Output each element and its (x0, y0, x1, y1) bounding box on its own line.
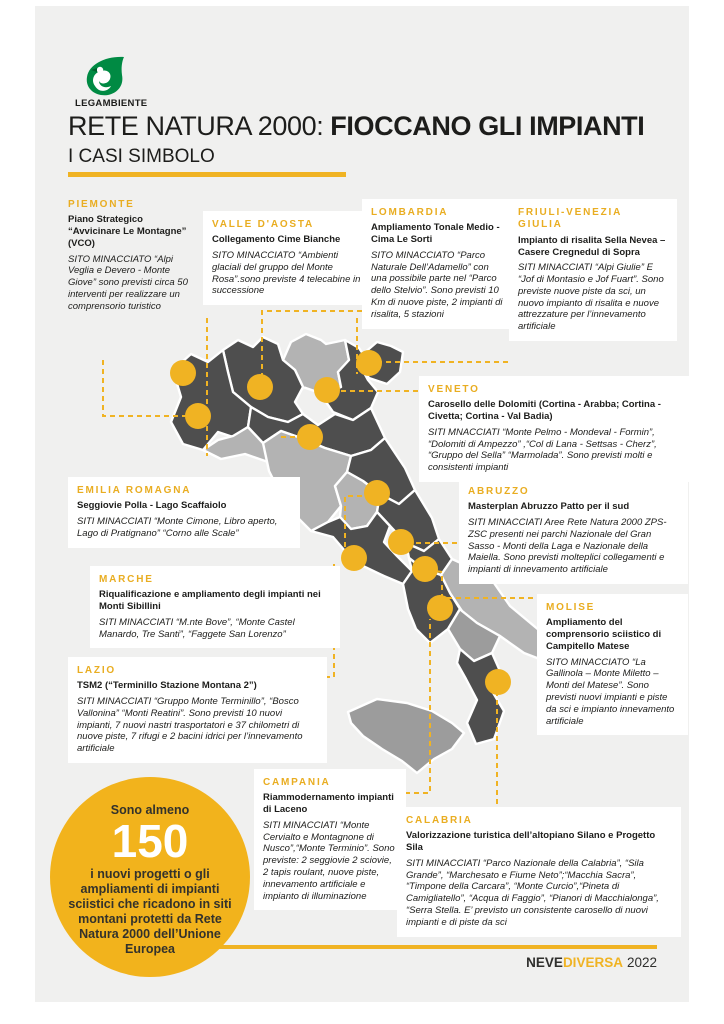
region-threat: SITO MINACCIATO “Alpi Veglia e Devero - Monte Giove” sono previsti circa 50 interventi per realizzare un comprensorio turistico (68, 253, 188, 312)
region-project: Impianto di risalita Sella Nevea – Casere Cregnedul di Sopra (518, 234, 666, 258)
region-card-veneto (419, 376, 689, 482)
region-threat: SITI MNACCIATI “Monte Pelmo - Mondeval - Formin”, “Dolomiti di Ampezzo” ,“Col di Lana - Settsas - Cherz”, “Gruppo del Sella” “Marmolada”. Sono previsti molti e consistenti impianti (428, 426, 657, 474)
region-card-marche (90, 566, 340, 648)
page-subtitle: I CASI SIMBOLO (68, 146, 215, 167)
region-project: Piano Strategico “Avvicinare Le Montagne” (VCO) (68, 214, 187, 249)
footer-brand (526, 955, 657, 970)
region-project: Collegamento Cime Bianche (212, 234, 341, 246)
page-title (68, 111, 668, 142)
region-title: VENETO (428, 384, 480, 395)
region-card-calabria (397, 807, 681, 937)
region-threat: SITI MINACCIATI Aree Rete Natura 2000 ZPS-ZSC presenti nei parchi Nazionale del Gran Sasso - Monti della Laga e Nazionale della Maiella. Sono previsti molteplici collegamenti e impianti di innevamento artificiale (468, 517, 667, 576)
region-title: FRIULI-VENEZIA GIULIA (518, 207, 622, 231)
region-project: TSM2 (“Terminillo Stazione Montana 2”) (77, 680, 257, 692)
region-title: LAZIO (77, 665, 116, 676)
region-title: MOLISE (546, 602, 596, 613)
map-region-sicilia (348, 699, 464, 773)
region-title: ABRUZZO (468, 486, 530, 497)
region-card-molise (537, 594, 688, 735)
footer-accent-line (205, 945, 657, 949)
brand-year: 2022 (626, 955, 657, 970)
region-title: MARCHE (99, 574, 154, 585)
region-project: Riqualificazione e ampliamento degli impianti nei Monti Sibillini (99, 589, 321, 613)
region-project: Valorizzazione turistica dell’altopiano Silano e Progetto Sila (406, 830, 656, 854)
region-threat: SITO MINACCIATO “La Gallinola – Monte Miletto – Monti del Matese”. Sono previsti nuovi impianti e piste da sci e impianto innevamento artificiale (546, 656, 675, 727)
legambiente-wordmark: LEGAMBIENTE (75, 98, 148, 109)
region-card-campania (254, 769, 406, 910)
region-title: EMILIA ROMAGNA (77, 485, 192, 496)
region-card-valle-daosta (203, 211, 373, 305)
region-threat: SITO MINACCIATO “Ambienti glaciali del gruppo del Monte Rosa”.sono previste 4 telecabine in successione (212, 250, 361, 297)
accent-bar (68, 172, 346, 177)
region-card-friuli-venezia-giulia (509, 199, 677, 341)
region-threat: SITI MINACCIATI “Parco Nazionale della Calabria”, “Sila Grande”, “Marchesato e Fiume Neto”;“Macchia Sacra”, “Timpone della Carcara”, “Monte Curcio”,“Pineta di Camigliatello”, “Acqua di Faggio”, “Pianori di Macchialonga”, “Serra Stella. E’ previsto un consistente carosello di nuovi impianti e di piste da sci (406, 857, 659, 928)
region-project: Ampliamento del comprensorio sciistico di Campitello Matese (546, 617, 662, 652)
brand-neve: NEVE (526, 955, 563, 970)
region-card-lombardia (362, 199, 516, 329)
stat-caption: i nuovi progetti o gli ampliamenti di impianti sciistici che ricadono in siti montani protetti da Rete Natura 2000 dell’Unione Europea (68, 867, 232, 957)
region-threat: SITI MINACCIATI “Monte Cervialto e Montagnone di Nusco”,“Monte Terminio”. Sono previste: 2 seggiovie 2 sciovie, 2 tapis roulant, nuove piste, innevamento artificiale e impianto di illuminazione (263, 819, 395, 902)
region-threat: SITI MINACCIATI “Gruppo Monte Terminillo”, “Bosco Vallonina” “Monti Reatini”. Sono previsti 10 nuovi impianti, 7 nuovi nastri trasportatori e 37 chilometri di nuove piste, 7 rifugi e 2 bacini idrici per l’innevamento artificiale (77, 696, 303, 755)
region-threat: SITO MINACCIATO “Parco Naturale Dell’Adamello” con una possibile parte nel “Parco dello Stelvio”. Sono previsti 10 Km di nuove piste, 2 impianti di risalita, 5 stazioni (371, 249, 503, 320)
region-card-lazio (68, 657, 327, 763)
region-project: Riammodernamento impianti di Laceno (263, 792, 394, 816)
region-title: PIEMONTE (68, 199, 135, 210)
region-card-emilia-romagna (68, 477, 300, 548)
region-card-abruzzo (459, 478, 688, 584)
stat-intro: Sono almeno (110, 803, 190, 817)
region-title: CALABRIA (406, 815, 473, 826)
region-title: LOMBARDIA (371, 207, 449, 218)
region-project: Masterplan Abruzzo Patto per il sud (468, 501, 630, 513)
region-project: Ampliamento Tonale Medio - Cima Le Sorti (371, 222, 500, 246)
region-title: VALLE D'AOSTA (212, 219, 315, 230)
page-title-bold: FIOCCANO GLI IMPIANTI (330, 111, 645, 141)
region-threat: SITI MINACCIATI “M.nte Bove”, “Monte Castel Manardo, Tre Santi”, “Faggete San Lorenzo” (99, 616, 295, 640)
map-region-calabria (457, 649, 504, 744)
brand-diversa: DIVERSA (562, 955, 623, 970)
infographic-canvas (35, 6, 689, 1002)
region-project: Carosello delle Dolomiti (Cortina - Arabba; Cortina - Civetta; Cortina - Val Badia) (428, 399, 661, 423)
legambiente-swan-leaf-icon (82, 56, 128, 96)
region-threat: SITI MINACCIATI “Alpi Giulie” E “Jof di Montasio e Jof Fuart”. Sono previste nuove piste da sci, un nuovo impianto di risalita e nuove attrezzature per l’innevamento artificiale (518, 262, 664, 333)
page-title-regular: RETE NATURA 2000: (68, 111, 324, 141)
region-title: CAMPANIA (263, 777, 331, 788)
region-project: Seggiovie Polla - Lago Scaffaiolo (77, 500, 227, 512)
region-threat: SITI MINACCIATI “Monte Cimone, Libro aperto, Lago di Pratignano” “Corno alle Scale” (77, 516, 278, 539)
stat-number: 150 (111, 815, 189, 867)
stat-circle (50, 777, 250, 977)
region-card-piemonte (68, 199, 196, 313)
